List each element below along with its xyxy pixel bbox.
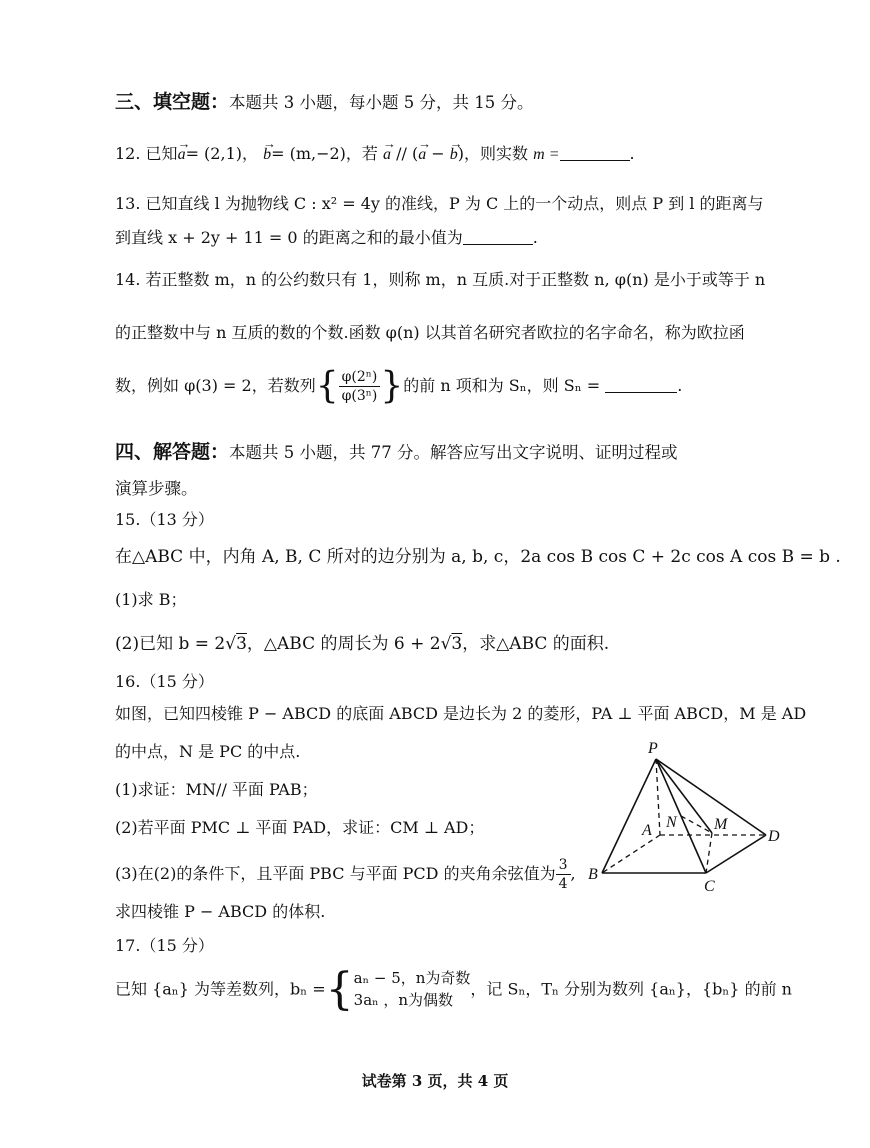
q16-part3	[115, 856, 576, 893]
q14-fraction	[339, 368, 381, 405]
q14-end: .	[677, 376, 683, 396]
section3-desc: 本题共 3 小题，每小题 5 分，共 15 分。	[229, 93, 534, 112]
vector-b-2: → b	[450, 145, 458, 166]
q16-fraction	[556, 856, 571, 893]
q12-text: 已知	[145, 144, 178, 163]
q14-line1: 14. 若正整数 m，n 的公约数只有 1，则称 m，n 互质.对于正整数 n, φ(n) 是小于或等于 n	[115, 270, 766, 289]
q15-p2c: ，△ABC 的周长为 6 + 2√	[246, 634, 452, 654]
q17-line1	[115, 964, 792, 1015]
q13-line2-wrap	[115, 228, 538, 249]
q12-b-value: = (m,−2)，若	[271, 144, 378, 163]
label-M: M	[714, 816, 728, 833]
q14-answer-blank[interactable]	[605, 376, 677, 393]
q16-part1: (1)求证：MN// 平面 PAB；	[115, 780, 318, 799]
q15-part1: (1)求 B；	[115, 590, 187, 609]
label-P: P	[648, 740, 658, 757]
q15-head: 15.（13 分）	[115, 510, 214, 529]
pyramid-hidden-edges	[602, 759, 766, 873]
q12-tail: ，则实数	[464, 144, 529, 163]
q16-head: 16.（15 分）	[115, 672, 214, 691]
q16-part2: (2)若平面 PMC ⊥ 平面 PAD，求证：CM ⊥ AD；	[115, 818, 485, 837]
left-brace: {	[315, 365, 339, 407]
q14-frac-num: φ(2ⁿ)	[339, 368, 381, 387]
section3-title: 三、填空题：	[115, 91, 230, 113]
section4-desc: 本题共 5 小题，共 77 分。解答应写出文字说明、证明过程或	[229, 443, 678, 462]
q12-end: .	[629, 144, 635, 163]
q17-t1: 已知 {aₙ} 为等差数列，bₙ =	[115, 979, 326, 999]
q12-number: 12.	[115, 144, 141, 163]
section4-header	[115, 440, 678, 465]
label-B: B	[588, 866, 598, 883]
q16-frac-den: 4	[558, 876, 568, 893]
q16-frac-num: 3	[556, 856, 571, 875]
q16-line1: 如图，已知四棱锥 P − ABCD 的底面 ABCD 是边长为 2 的菱形，PA ⊥ 平面 ABCD，M 是 AD	[115, 704, 807, 723]
q15-p2b: 3	[236, 634, 247, 654]
q17-head: 17.（15 分）	[115, 936, 214, 955]
q14-l3a: 数，例如 φ(3) = 2，若数列	[115, 376, 316, 396]
pyramid-edges	[602, 759, 766, 873]
q17-cases	[354, 968, 471, 1012]
vector-a-2: → a	[383, 145, 391, 166]
vector-b: → b	[263, 145, 271, 166]
q15-line1: 在△ABC 中，内角 A, B, C 所对的边分别为 a, b, c，2a cos B cos C + 2c cos A cos B = b .	[115, 547, 841, 567]
pyramid-figure	[580, 735, 790, 895]
q15-p2e: ，求△ABC 的面积.	[462, 634, 610, 654]
q16-line2: 的中点，N 是 PC 的中点.	[115, 742, 301, 761]
q17-t2: ，记 Sₙ，Tₙ 分别为数列 {aₙ}，{bₙ} 的前 n	[470, 979, 792, 999]
label-N: N	[666, 814, 677, 831]
q17-case2: 3aₙ ，n为偶数	[353, 991, 454, 1009]
q16-p3a: (3)在(2)的条件下，且平面 PBC 与平面 PCD 的夹角余弦值为	[115, 864, 556, 884]
question-12: 12. 已知→ a= (2,1)， → b= (m,−2)，若 → a // (→ a − → b)，则实数 m = .	[115, 144, 635, 166]
q15-p2d: 3	[451, 634, 463, 654]
q13-line1: 13. 已知直线 l 为抛物线 C : x² = 4y 的准线，P 为 C 上的一个动点，则点 P 到 l 的距离与	[115, 194, 764, 213]
q13-answer-blank[interactable]	[463, 228, 533, 245]
vector-a: → a	[178, 145, 186, 166]
q14-l3b: 的前 n 项和为 Sₙ，则 Sₙ =	[403, 376, 601, 396]
q15-part2	[115, 633, 609, 655]
q14-frac-den: φ(3ⁿ)	[341, 388, 378, 405]
q13-end: .	[532, 228, 538, 247]
section3-header	[115, 90, 533, 115]
q16-p3b: ,	[570, 864, 576, 884]
section4-title: 四、解答题：	[115, 441, 230, 463]
q12-parallel: //	[396, 144, 407, 163]
q15-p2a: (2)已知 b = 2√	[115, 634, 237, 654]
label-C: C	[704, 878, 715, 895]
q13-line2: 到直线 x + 2y + 11 = 0 的距离之和的最小值为	[115, 228, 463, 247]
q14-line2: 的正整数中与 n 互质的数的个数.函数 φ(n) 以其首名研究者欧拉的名字命名，称为欧拉函	[115, 323, 745, 342]
q12-m: m =	[533, 146, 560, 163]
q17-case1: aₙ − 5，n为奇数	[353, 969, 471, 988]
page-footer: 试卷第 3 页，共 4 页	[361, 1072, 509, 1090]
q12-a-value: = (2,1)，	[185, 144, 258, 163]
vector-a-3: → a	[418, 145, 426, 166]
q12-answer-blank[interactable]	[560, 144, 630, 161]
section4-desc2: 演算步骤。	[115, 479, 198, 498]
right-brace: }	[380, 365, 404, 407]
q17-brace: {	[325, 964, 354, 1015]
q16-part4: 求四棱锥 P − ABCD 的体积.	[115, 902, 326, 921]
label-A: A	[642, 822, 652, 839]
label-D: D	[768, 828, 780, 845]
q14-line3	[115, 365, 683, 407]
